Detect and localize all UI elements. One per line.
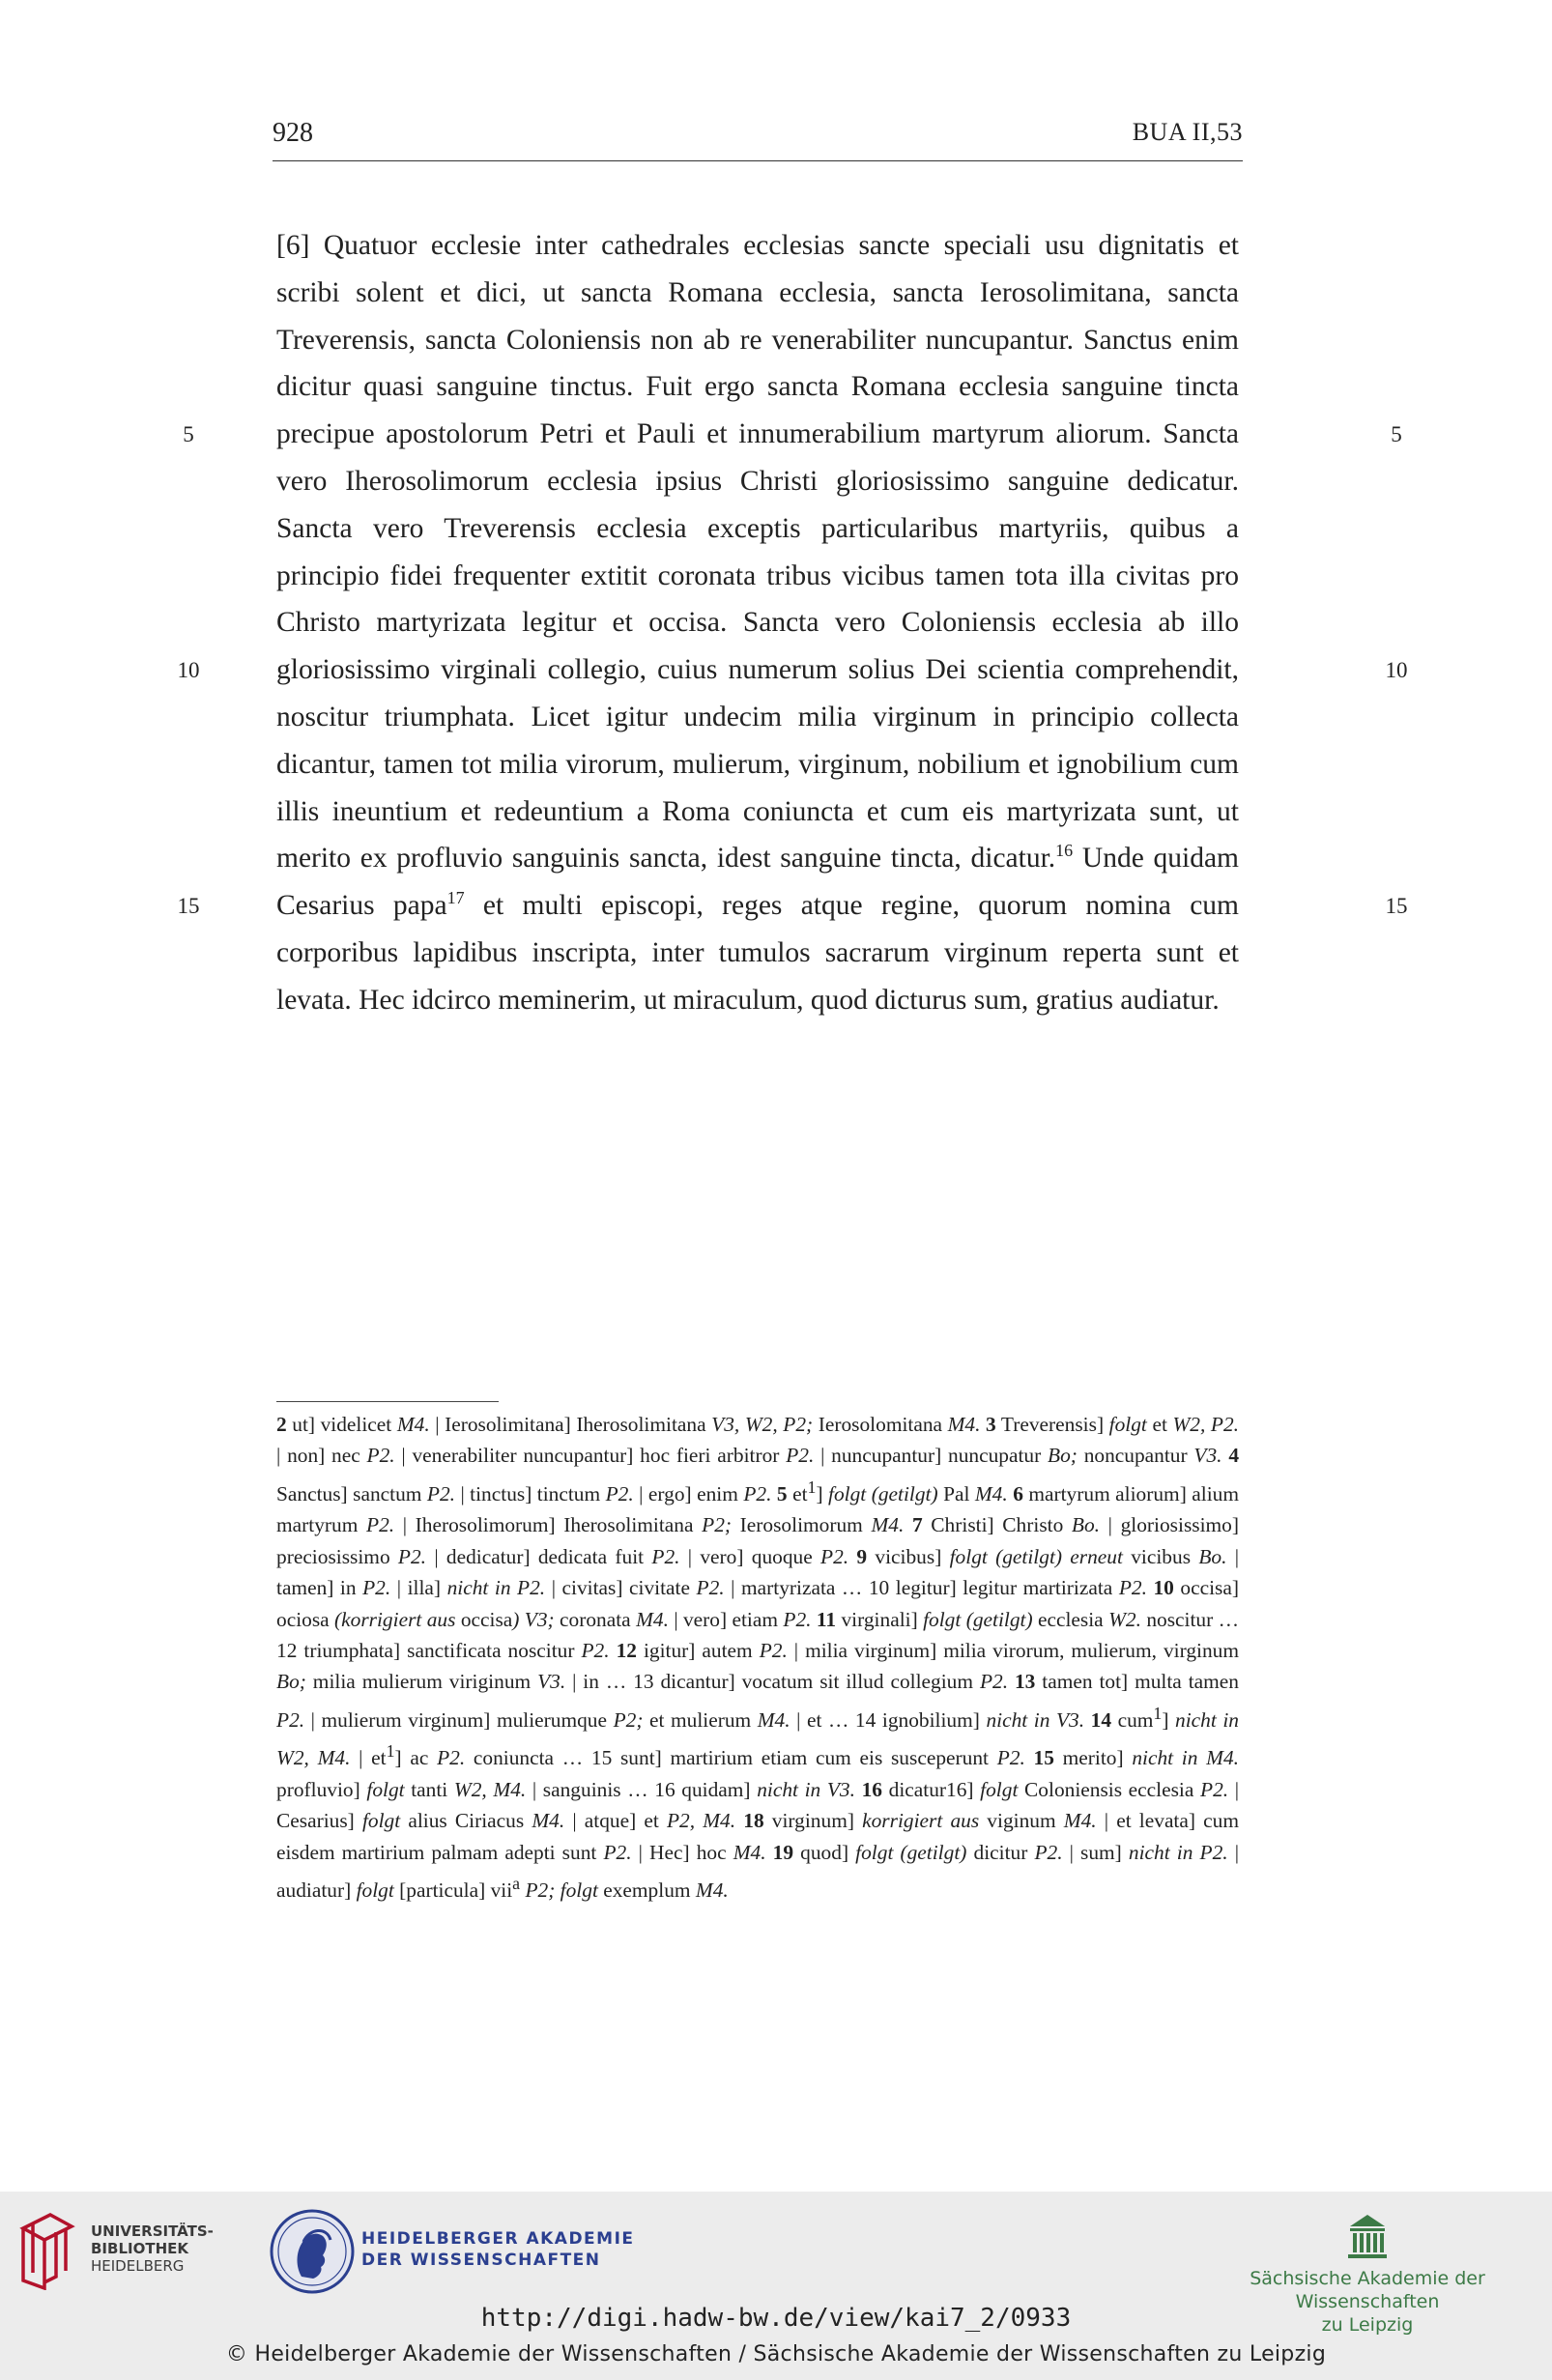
footnote-separator — [276, 1401, 499, 1402]
hadw-wordmark — [361, 2228, 635, 2271]
apparatus-siglum: P2. — [603, 1840, 632, 1864]
apparatus-text — [855, 1778, 862, 1801]
apparatus-siglum: M4. — [532, 1809, 565, 1833]
apparatus-text: | ergo] enim — [633, 1481, 744, 1505]
apparatus-line-ref: 6 — [1013, 1481, 1023, 1505]
line-number-5-left: 5 — [183, 422, 194, 446]
apparatus-siglum: folgt — [1108, 1413, 1147, 1436]
apparatus-text: | dedicatur] dedicata fuit — [426, 1544, 652, 1568]
running-reference: BUA II,53 — [1132, 118, 1243, 146]
apparatus-text: | Ierosolimitana] Iherosolimitana — [429, 1413, 712, 1436]
apparatus-text: | et … 14 ignobilium] — [790, 1707, 987, 1732]
apparatus-text: | in … 13 dicantur] vocatum sit illud collegium — [565, 1670, 980, 1694]
apparatus-text: ecclesia — [1032, 1607, 1109, 1631]
apparatus-text: occisa] ociosa — [276, 1576, 1239, 1631]
apparatus-siglum: P2. — [651, 1544, 680, 1568]
apparatus-text: exemplum — [597, 1878, 696, 1903]
apparatus-siglum: M4. — [695, 1878, 729, 1903]
apparatus-siglum: V3, W2, P2; — [711, 1413, 814, 1436]
apparatus-text: Sanctus] sanctum — [276, 1481, 427, 1505]
apparatus-text: vicibus] — [867, 1544, 950, 1568]
apparatus-siglum: nicht in M4. — [1132, 1746, 1240, 1770]
apparatus-siglum: P2. — [581, 1638, 610, 1662]
apparatus-line-ref: 2 — [276, 1413, 287, 1436]
apparatus-text: tamen tot] multa tamen — [1035, 1670, 1239, 1694]
apparatus-siglum: P2. — [1118, 1576, 1147, 1600]
apparatus-text: cum — [1111, 1707, 1154, 1732]
main-text-part-3: et multi episcopi, reges atque regine, quorum nomina cum corporibus lapidibus inscripta, inter tumulos sacrarum virginum reperta sunt et levata. Hec idcirco meminerim, ut miraculum, quod dicturus sum, gratius audiatur. — [276, 890, 1240, 1016]
apparatus-text: virginali] — [836, 1607, 924, 1631]
apparatus-text: | gloriosissimo] preciosissimo — [276, 1513, 1239, 1568]
apparatus-siglum: M4. — [1063, 1809, 1097, 1833]
ub-line-1: UNIVERSITÄTS- — [91, 2222, 214, 2240]
footnote-ref-17[interactable]: 17 — [446, 888, 465, 908]
apparatus-text: | vero] etiam — [668, 1607, 784, 1631]
main-text-part-1: [6] Quatuor ecclesie inter cathedrales ecclesias sancte speciali usu dignitatis et scribi solent et dici, ut sancta Romana ecclesia, sancta Ierosolimitana, sancta Treverensis, sancta Coloniensis non ab re venerabiliter nuncupantur. Sanctus enim dicitur quasi sanguine tinctus. Fuit ergo sancta Romana ecclesia sanguine tincta precipue apostolorum Petri et Pauli et innumerabilium martyrum aliorum. Sancta vero Iherosolimorum ecclesia ipsius Christi gloriosissimo sanguine dedicatur. Sancta vero Treverensis ecclesia exceptis particularibus martyriis, quibus a principio fidei frequenter extitit coronata tribus vicibus tamen tota illa civitas pro Christo martyrizata legitur et occisa. Sancta vero Coloniensis ecclesia ab illo gloriosissimo virginali collegio, cuius numerum solius Dei scientia comprehendit, noscitur triumphata. Licet igitur undecim milia virginum in principio collecta dicantur, tamen tot milia virorum, mulierum, virginum, nobilium et ignobilium cum illis ineuntium et redeuntium a Roma coniuncta et cum eis martyrizata sunt, ut merito ex profluvio sanguinis sancta, idest sanguine tincta, dicatur. — [276, 230, 1239, 875]
apparatus-text: | Iherosolimorum] Iherosolimitana — [394, 1513, 703, 1537]
athena-medallion-icon — [269, 2207, 356, 2296]
apparatus-siglum: folgt — [356, 1878, 394, 1903]
apparatus-siglum: folgt (getilgt) erneut — [949, 1544, 1123, 1568]
apparatus-text: alius Ciriacus — [400, 1809, 532, 1833]
main-paragraph — [276, 222, 1239, 1024]
saw-line-1: Sächsische Akademie der Wissenschaften — [1250, 2268, 1485, 2312]
apparatus-siglum: Bo; — [276, 1670, 306, 1694]
apparatus-siglum: (korrigiert aus — [334, 1607, 456, 1631]
apparatus-siglum: M4. — [871, 1513, 905, 1537]
apparatus-siglum: korrigiert aus — [862, 1809, 980, 1833]
apparatus-siglum: folgt — [361, 1809, 401, 1833]
permalink-url[interactable]: http://digi.hadw-bw.de/view/kai7_2/0933 — [480, 2304, 1072, 2333]
apparatus-text: | Hec] hoc — [631, 1840, 733, 1864]
apparatus-text: ut] videlicet — [286, 1413, 397, 1436]
apparatus-superscript: 1 — [386, 1741, 395, 1762]
apparatus-text: et — [1146, 1413, 1173, 1436]
apparatus-text: noncupantur — [1077, 1444, 1194, 1468]
apparatus-text: profluvio] — [276, 1777, 367, 1801]
apparatus-line-ref: 13 — [1014, 1670, 1036, 1694]
apparatus-siglum: folgt — [366, 1777, 405, 1801]
apparatus-siglum: Bo. — [1071, 1513, 1101, 1537]
apparatus-text: | tamen] in — [276, 1544, 1239, 1600]
apparatus-line-ref: 7 — [911, 1513, 923, 1537]
apparatus-siglum: M4. — [974, 1481, 1008, 1505]
ub-heidelberg-emblem-icon — [17, 2213, 81, 2290]
apparatus-superscript: 1 — [807, 1477, 817, 1497]
apparatus-text: | Cesarius] — [276, 1777, 1240, 1833]
apparatus-siglum: folgt (getilgt) — [855, 1840, 967, 1864]
apparatus-text: noscitur … 12 triumphata] sanctificata noscitur — [276, 1607, 1239, 1662]
page-number: 928 — [273, 118, 313, 148]
apparatus-text: | martyrizata … 10 legitur] legitur martirizata — [724, 1576, 1119, 1600]
apparatus-siglum: P2. — [605, 1481, 634, 1505]
apparatus-text: virginum] — [763, 1809, 863, 1833]
apparatus-siglum: M4. — [757, 1707, 790, 1732]
apparatus-paragraph — [276, 1409, 1239, 1907]
apparatus-text — [1025, 1746, 1034, 1769]
apparatus-line-ref: 16 — [861, 1777, 882, 1801]
apparatus-siglum: M4. — [396, 1413, 430, 1436]
apparatus-text: Ierosolimorum — [732, 1513, 872, 1537]
apparatus-siglum: P2. — [786, 1444, 815, 1468]
line-number-15-right: 15 — [1385, 894, 1408, 918]
line-number-15-left: 15 — [177, 894, 200, 918]
apparatus-siglum: P2. — [979, 1670, 1009, 1694]
apparatus-siglum: P2. — [366, 1444, 395, 1468]
apparatus-text: | milia virginum] milia virorum, mulierum, virginum — [787, 1638, 1239, 1662]
apparatus-text — [766, 1841, 773, 1864]
apparatus-text — [1008, 1670, 1015, 1693]
apparatus-text: | illa] — [390, 1576, 447, 1600]
apparatus-siglum: nicht in P2. — [446, 1576, 546, 1600]
apparatus-siglum: M4. — [733, 1840, 766, 1864]
apparatus-text: | sanguinis … 16 quidam] — [526, 1777, 758, 1801]
apparatus-text: | nuncupantur] nuncupatur — [814, 1444, 1049, 1468]
apparatus-text: Treverensis] — [995, 1413, 1109, 1436]
apparatus-text: ] ac — [394, 1746, 438, 1770]
saw-building-icon — [1346, 2213, 1389, 2261]
apparatus-text — [610, 1639, 617, 1662]
main-text — [276, 222, 1239, 1024]
apparatus-siglum: V3. — [537, 1670, 566, 1694]
main-text-part-2: Unde quidam Cesarius papa — [276, 843, 1240, 922]
apparatus-text: Ierosolomitana — [813, 1413, 948, 1436]
apparatus-siglum: P2. — [783, 1607, 812, 1631]
footnote-ref-16[interactable]: 16 — [1055, 841, 1074, 861]
apparatus-text: | mulierum virginum] mulierumque — [304, 1707, 614, 1732]
apparatus-siglum: P2. — [426, 1481, 455, 1505]
apparatus-text: Coloniensis ecclesia — [1018, 1777, 1200, 1801]
critical-apparatus — [276, 1409, 1239, 1907]
apparatus-text: | non] nec — [276, 1444, 367, 1468]
apparatus-siglum: W2. — [1108, 1607, 1141, 1631]
apparatus-siglum: P2. — [437, 1746, 466, 1770]
apparatus-siglum: P2. — [1034, 1840, 1063, 1864]
apparatus-siglum: nicht in V3. — [757, 1777, 855, 1801]
apparatus-siglum: P2. — [696, 1576, 725, 1600]
apparatus-siglum: folgt (getilgt) — [923, 1607, 1033, 1631]
apparatus-siglum: W2, P2. — [1172, 1413, 1240, 1436]
apparatus-siglum: nicht in V3. — [986, 1707, 1085, 1732]
apparatus-text: tanti — [404, 1777, 454, 1801]
apparatus-siglum: V3. — [1193, 1444, 1222, 1468]
apparatus-siglum: folgt — [980, 1777, 1019, 1801]
apparatus-text: occisa — [455, 1607, 513, 1631]
apparatus-line-ref: 15 — [1033, 1746, 1054, 1770]
apparatus-text: et — [787, 1481, 808, 1505]
apparatus-text: Pal — [937, 1481, 975, 1505]
apparatus-siglum: P2. — [366, 1513, 395, 1537]
apparatus-siglum: P2. — [996, 1746, 1025, 1770]
apparatus-text: igitur] autem — [636, 1638, 760, 1662]
apparatus-superscript: a — [512, 1874, 521, 1894]
apparatus-text: coniuncta … 15 sunt] martirium etiam cum eis susceperunt — [465, 1746, 997, 1770]
apparatus-line-ref: 5 — [776, 1481, 788, 1505]
apparatus-text: Christi] Christo — [922, 1513, 1072, 1537]
apparatus-siglum: folgt (getilgt) — [828, 1481, 938, 1505]
apparatus-siglum: P2; — [702, 1513, 733, 1537]
apparatus-siglum: P2; folgt — [525, 1878, 598, 1903]
line-number-10-left: 10 — [177, 658, 200, 682]
apparatus-siglum: nicht in P2. — [1128, 1840, 1228, 1864]
hadw-logo[interactable] — [269, 2207, 655, 2296]
apparatus-siglum: nicht in W2, M4. — [276, 1707, 1239, 1770]
apparatus-text: dicatur16] — [882, 1777, 981, 1801]
apparatus-line-ref: 9 — [856, 1544, 868, 1568]
apparatus-siglum: P2. — [1200, 1777, 1229, 1801]
apparatus-text: | atque] et — [564, 1809, 667, 1833]
apparatus-superscript: 1 — [1153, 1703, 1163, 1723]
apparatus-line-ref: 3 — [986, 1413, 996, 1436]
apparatus-text: ] — [1162, 1707, 1176, 1732]
hadw-line-1: HEIDELBERGER AKADEMIE — [361, 2229, 635, 2249]
apparatus-siglum: P2; — [613, 1707, 644, 1732]
apparatus-line-ref: 14 — [1090, 1707, 1112, 1732]
apparatus-text: vicibus — [1122, 1544, 1199, 1568]
apparatus-siglum: P2. — [362, 1576, 391, 1600]
ub-line-2: BIBLIOTHEK — [91, 2240, 188, 2257]
apparatus-text: ] — [816, 1481, 829, 1505]
apparatus-line-ref: 18 — [743, 1809, 764, 1833]
apparatus-line-ref: 10 — [1153, 1576, 1174, 1600]
apparatus-siglum: Bo; — [1048, 1444, 1078, 1468]
apparatus-siglum: P2. — [743, 1481, 772, 1505]
apparatus-siglum: M4. — [947, 1413, 981, 1436]
apparatus-siglum: P2. — [276, 1707, 305, 1732]
apparatus-text: milia mulierum viriginum — [305, 1670, 538, 1694]
apparatus-text: | vero] quoque — [679, 1544, 821, 1568]
saw-line-2: zu Leipzig — [1321, 2314, 1414, 2336]
line-number-10-right: 10 — [1385, 658, 1408, 682]
apparatus-line-ref: 19 — [772, 1840, 794, 1864]
apparatus-siglum: P2, M4. — [666, 1809, 736, 1833]
ub-line-3: HEIDELBERG — [91, 2257, 185, 2275]
apparatus-text: quod] — [793, 1840, 856, 1864]
apparatus-line-ref: 4 — [1228, 1444, 1240, 1468]
apparatus-text: merito] — [1053, 1746, 1133, 1770]
apparatus-text: | et levata] cum eisdem martirium palmam adepti sunt — [276, 1809, 1239, 1864]
apparatus-siglum: W2, M4. — [453, 1777, 527, 1801]
apparatus-siglum: P2. — [820, 1544, 849, 1568]
apparatus-text: | tinctus] tinctum — [454, 1481, 606, 1505]
apparatus-text: | et — [350, 1746, 387, 1770]
apparatus-text: martyrum aliorum] alium martyrum — [276, 1481, 1239, 1537]
apparatus-text: et mulierum — [643, 1707, 758, 1732]
apparatus-text: | sum] — [1062, 1840, 1129, 1864]
copyright-notice: © Heidelberger Akademie der Wissenschaften / Sächsische Akademie der Wissenschaften zu Leipzig — [225, 2342, 1327, 2366]
apparatus-text: | venerabiliter nuncupantur] hoc fieri arbitror — [394, 1444, 787, 1468]
apparatus-siglum: M4. — [636, 1607, 669, 1631]
apparatus-text: [particula] vii — [393, 1878, 513, 1903]
apparatus-text: dicitur — [966, 1840, 1035, 1864]
ub-heidelberg-logo[interactable] — [17, 2213, 214, 2290]
apparatus-text: coronata — [554, 1607, 637, 1631]
apparatus-siglum: Bo. — [1198, 1544, 1227, 1568]
apparatus-siglum: P2. — [397, 1544, 427, 1568]
apparatus-line-ref: 12 — [616, 1638, 637, 1662]
page-header — [273, 118, 1243, 161]
apparatus-siglum: ) V3; — [512, 1607, 555, 1631]
hadw-line-2: DER WISSENSCHAFTEN — [361, 2251, 601, 2270]
apparatus-text: | civitas] civitate — [545, 1576, 697, 1600]
apparatus-text: viginum — [979, 1809, 1064, 1833]
apparatus-line-ref: 11 — [816, 1607, 837, 1631]
line-number-5-right: 5 — [1391, 422, 1402, 446]
ub-heidelberg-wordmark — [91, 2222, 214, 2275]
apparatus-text: | audiatur] — [276, 1840, 1240, 1903]
apparatus-text — [904, 1513, 912, 1536]
apparatus-siglum: P2. — [759, 1638, 788, 1662]
